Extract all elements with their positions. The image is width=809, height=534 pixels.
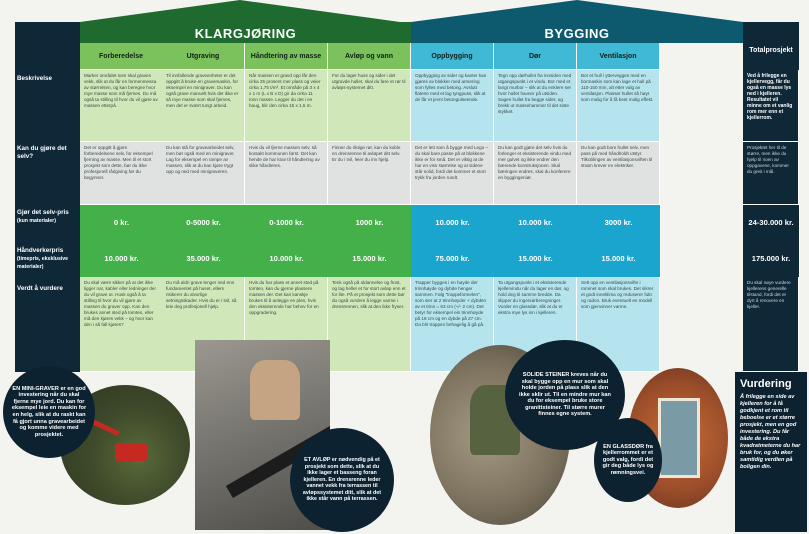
verdt-cell: Sett opp en ventilasjonsvifte i rommet som skal brukes. Det sikrer et godt inneklima og reduserer fukt og radon. Bruk eventuelt en modell som gjenvinner varme. [577, 277, 660, 372]
selv-cell: Finner du riktige rør, kan du koble en drensrenne til avløpet ditt selv. Er du i tvil, leier du inn hjelp. [328, 142, 411, 205]
selv-cell: Du kan stå for gravearbeidet selv, men bør også med en minigraver. Lag for eksempel en rampe av massen, slik at du kan kjøre trygt opp og ned med minigraveren. [162, 142, 245, 205]
beskrivelse-cell: Oppbygging av sider og kanter kan gjøres av blokker med armering som fylles med betong. Avslutt flatene med et lag tyngpuss, slik at de får et jevnt betongutseende. [411, 70, 494, 142]
hpris-cell: 75.000 kr. [411, 240, 495, 278]
beskrivelse-cell: Når massen er gravd opp får den cirka 25 prosent mer plass og veier cirka 1,75 t/m³. Et område på 3 x 4 x 1 m (L x B x D) gir da cirka 11 tonn masse. Legger du det i en haug, blir den cirka 15 x 1,5 m. [245, 70, 328, 142]
row-label-selvpris-main: Gjør det selv-pris [17, 209, 69, 216]
selv-cell: Det er oppgitt å gjøre forberedelsene selv, for eksempel fjerning av masse. Men til et stort prosjekt som dette, bør du ikke profesjonell rådgiving før du begynner. [80, 142, 163, 205]
bygging-roof [411, 0, 743, 22]
column-header-5: Dør [494, 43, 576, 69]
selvpris-cell: 10.000 kr. [411, 205, 495, 241]
selvpris-cell: 0-5000 kr. [162, 205, 246, 241]
selv-cell: Du kan godt gjøre det selv hvis du forlenger et eksisterende vindu med mer gulvet og ikke endrer den bærende konstruksjonen. Skal bæringen endres, skal du konferere en byggingeniør. [494, 142, 577, 205]
door-frame [658, 398, 700, 478]
row-label-selvpris-sub: (kun materialer) [17, 218, 56, 224]
hpris-cell: 15.000 kr. [328, 240, 412, 278]
selv-cell: Du kan godt bore hullet selv, men pass på med håndholdt utstyr. Tilkoblingen av ventilasjonsviften til strøm krever en elektriker. [577, 142, 660, 205]
selvpris-cell: 1000 kr. [328, 205, 412, 241]
selvpris-cell: 10.000 kr. [494, 205, 578, 241]
selvpris-cell: 0 kr. [80, 205, 164, 241]
row-label-hpris-main: Håndverkerpris [17, 247, 64, 254]
vurdering-text: Å frilegge en side av kjelleren for å få godkjent et rom til beboelse er et større prosjekt, men en god investering. Du får både de ekstra kvadratmeterne du har bruk for, og du øker samtidig verdien på boligen din. [740, 394, 801, 470]
klargjoring-roof [80, 0, 400, 22]
selv-cell: Hvis du vil fjerne massen selv, så kontakt kommunen først. Det kan hende de har krav til håndtering av slike håndteres. [245, 142, 328, 205]
column-header-2: Håndtering av masse [245, 43, 327, 69]
verdt-cell: Du skal være sikker på at det ikke ligger nar, kabler eller ledninger der du vil grave ut. Husk også å ta stilling til hvor du vil gjøre av massen du graver opp. Kan den brukes annet sted på tomten, eller må den kjøres vekk – og hvor kan den i så fall kjøres? [80, 277, 163, 372]
hpris-cell: 10.000 kr. [245, 240, 329, 278]
caption-glassdor: EN GLASSDØR fra kjellerrommet er et godt valg, fordi det gir deg både lys og rømningsvei. [594, 418, 662, 502]
vurdering-title: Vurdering [740, 378, 792, 390]
row-label-selv: Kan du gjøre det selv? [17, 145, 67, 160]
total-selvpris: 24-30.000 kr. [743, 205, 800, 241]
excavator-arm [90, 419, 119, 436]
vurdering-box [735, 372, 807, 532]
column-header-6: Ventilasjon [577, 43, 659, 69]
beskrivelse-cell: Bor et hull i ytterveggen med en bormaskin som kan lage et hull på 110-150 mm, alt etter valg av ventilasjon. Plasser hullet så høyt som mulig for å få best mulig effekt. [577, 70, 660, 142]
caption-minigraver: EN MINI-GRAVER er en god investering når du skal fjerne mye jord. Du kan for eksempel leie en maskin for en helg, slik at du raskt kan få gjort unna gravearbeidet og komme videre med prosjektet. [3, 366, 95, 458]
selvpris-cell: 0-1000 kr. [245, 205, 329, 241]
total-header: Totalprosjekt [749, 46, 793, 54]
total-hpris: 175.000 kr. [743, 240, 800, 278]
row-label-hpris [15, 244, 77, 274]
hpris-cell: 15.000 kr. [577, 240, 661, 278]
total-selv: Prosjektet her til de større, men ikke du hjelp til noen av oppgavene, kommer du greit i mål. [743, 142, 799, 205]
total-verdt: Du skal nøye vurdere kjellerens generelle tilstand, fordi det er dyrt å renovere en kjeller. [743, 277, 799, 372]
verdt-cell: Tenk også på oldannelse og frost, og lag heller et for stort avløp enn et for lite. På et prosjekt som dette bør du også vurdere å legge varme i drensrennen, slik at den ikke fryser. [328, 277, 411, 372]
column-header-3: Avløp og vann [328, 43, 410, 69]
row-label-hpris-sub: (timepris, eksklusive materialer) [17, 256, 69, 270]
total-beskrivelse: Ved å frilegge en kjellervegg, får du også en masse lys ned i kjelleren. Resultatet vil minne om et vanlig rom mer enn et kjellerrom. [743, 70, 799, 142]
worker-figure [250, 360, 300, 420]
excavator-icon [115, 443, 147, 461]
verdt-cell: Hvis du har plass et annet sted på tomten, kan du gjerne plassere massen der. Det kan kanskje brukes til å anlegge en plen, hvis den eksisterende har behov for en oppgradering. [245, 277, 328, 372]
selvpris-cell: 3000 kr. [577, 205, 661, 241]
row-label-beskrivelse: Beskrivelse [17, 75, 53, 82]
section-title-klargjoring: KLARGJØRING [194, 26, 297, 41]
section-title-bygging: BYGGING [544, 26, 610, 41]
verdt-cell: Ta utgangspunkt i et eksisterende kjellervindu når du lager en dør, og hold deg til samme bredde. Da slipper du ingeniørberegninger. Vurder en glassdør, slik at du er ekstra mye lys inn i kjelleren. [494, 277, 577, 372]
verdt-cell: Du må aldri grave lenger ned enn fundamentet på huset, ellers risikerer du alvorlige setningsskader. Hvis du er i tvil, så leie deg profesjonell hjelp. [162, 277, 245, 372]
hpris-cell: 35.000 kr. [162, 240, 246, 278]
row-label-verdt: Verdt å vurdere [17, 285, 63, 292]
beskrivelse-cell: Tegn opp dørhullet fra innsiden med utgangspunkt i et vindu. Bor med et langt murbor – slik at du enklere ser hvor hullet havner på utsiden. Sagen hullet fra begge sider, og brekk ut massehammer til det siste stykket. [494, 70, 577, 142]
caption-steiner: SOLIDE STEINER kreves når du skal bygge opp en mur som skal holde jorden på plass slik at den ikke sklir ut. Til en mindre mur kan du for eksempel bruke store granittsteiner. Til større murer finnes egne system. [505, 340, 625, 450]
beskrivelse-cell: Til innfallende graveenheter er det oppgitt å bruke en gravemaskin, for eksempel en minigraver. Du kan også grave manuelt hvis det ikke er så mye masse som skal fjernes, men det er svært tungt arbeid. [162, 70, 245, 142]
beskrivelse-cell: Marker området som skal graves vekk, slik at du får en formenmessa av størrelsen, og kan beregne hvor mye masse som må fjernes. Du må også ta stilling til hvor du vil gjøre av massen etterpå. [80, 70, 163, 142]
hpris-cell: 10.000 kr. [80, 240, 164, 278]
row-label-selvpris [15, 206, 77, 228]
column-header-0: Forberedelse [80, 43, 162, 69]
verdt-cell: Trapper bygges i en høyde der trinnhøyde og dybde henger sammen. Følg ”trappeformelen”, som sier at 2 trinnhøyder + dybden av et trinn = 63 cm (+/- 2 cm). Det betyr for eksempel ein trinnhøyde på 18 cm og en dybde på 27 cm. Da blir trappen behagelig å gå på. [411, 277, 494, 372]
caption-avlop: ET AVLØP er nødvendig på et prosjekt som dette, slik at du ikke lager et basseng foran kjelleren. En drensrenne leder vannet vekk fra terrassen til avløpssystemet ditt, slik at det ikke står vann på terrassen. [290, 428, 394, 532]
selv-cell: Det er lett som å bygge med Lego – du skal bare passe på at blokkene ikke er for små. Det er viktig at de har en viss størrelse og at sidene står solid, fordi det kommer et stort trykk fra jorden rundt. [411, 142, 494, 205]
beskrivelse-cell: For du lager huss og sider i det utgravde hullet, skal du føre et rør til avløps-systemet ditt. [328, 70, 411, 142]
hpris-cell: 15.000 kr. [494, 240, 578, 278]
column-header-1: Utgraving [162, 43, 244, 69]
column-header-4: Oppbygging [411, 43, 493, 69]
